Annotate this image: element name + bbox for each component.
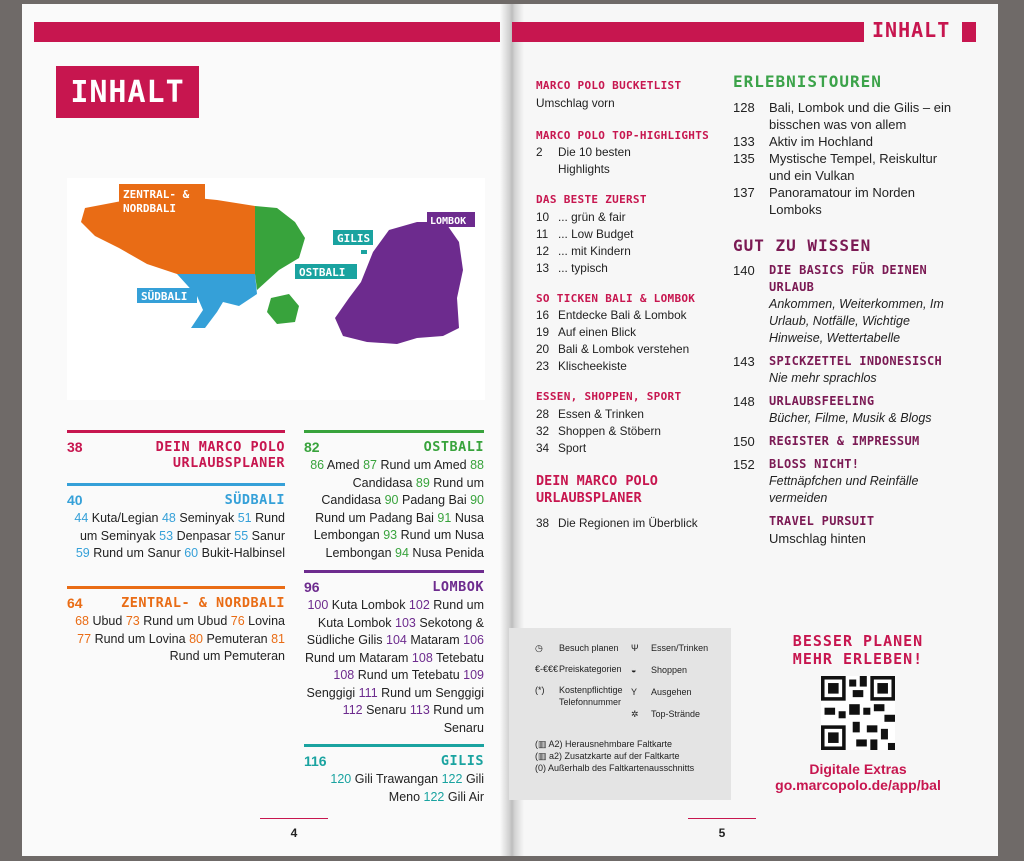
region-entry-page: 53 — [159, 528, 177, 543]
region-entry-name[interactable]: Senggigi — [306, 685, 359, 700]
region-lombok-num: 96 — [304, 579, 320, 595]
legend-label: Essen/Trinken — [651, 643, 709, 653]
region-ostbali-name: OSTBALI — [423, 439, 484, 455]
region-lombok-header — [304, 579, 484, 595]
region-entry-page: 89 — [415, 475, 434, 490]
toc-row[interactable] — [536, 161, 726, 178]
legend-note: (0) Außerhalb des Faltkartenausschnitts — [535, 763, 695, 773]
toc-page-number: 10 — [536, 209, 550, 224]
gut-item-title: BLOSS NICHT! — [769, 457, 860, 471]
toc-row[interactable] — [733, 133, 953, 150]
region-entry-name[interactable]: Rund um Tetebatu — [357, 668, 464, 682]
toc-page-number: 38 — [536, 515, 550, 530]
region-entry-name[interactable]: Rund um Senaru — [433, 703, 484, 735]
toc-entry: Sport — [558, 440, 587, 455]
toc-entry: Bali & Lombok verstehen — [558, 342, 690, 356]
toc-row[interactable] — [536, 423, 726, 440]
gut-title: GUT ZU WISSEN — [733, 235, 872, 255]
gut-page-number: 148 — [733, 394, 755, 409]
legend-item — [535, 684, 635, 708]
toc-row[interactable] — [536, 226, 726, 243]
region-entry-name[interactable]: Amed — [326, 458, 364, 472]
gut-item-title: DIE BASICS FÜR DEINEN URLAUB — [769, 263, 928, 294]
toc-row[interactable] — [733, 99, 953, 133]
legend-symbol-icon: €-€€€ — [535, 664, 559, 674]
region-planer-header — [67, 439, 285, 471]
region-entry-name[interactable]: Mataram — [410, 633, 464, 647]
region-entry-page: 90 — [470, 493, 484, 507]
region-entry-name[interactable]: Sekotong & Südliche Gilis — [306, 615, 484, 647]
toc-page-number: 133 — [733, 133, 755, 149]
region-entry-name[interactable]: Denpasar — [176, 528, 235, 543]
region-entry-page: 108 — [411, 650, 437, 665]
legend-symbol-icon: ◷ — [535, 643, 543, 653]
toc-page-number: 137 — [733, 184, 755, 200]
gut-page-number: 152 — [733, 457, 755, 472]
region-entry-page: 86 — [310, 458, 327, 472]
planer-title-2: URLAUBSPLANER — [536, 489, 642, 506]
gut-page-number: 140 — [733, 263, 755, 278]
erlebnis-list — [733, 99, 953, 218]
gut-item-title: URLAUBSFEELING — [769, 394, 875, 408]
region-entry-name[interactable]: Ubud — [92, 614, 126, 628]
region-entry-name[interactable]: Rund um Seminyak — [79, 511, 285, 543]
erlebnis-title: ERLEBNISTOUREN — [733, 72, 882, 91]
essen-title: ESSEN, SHOPPEN, SPORT — [536, 390, 682, 403]
header-inhalt: INHALT — [872, 18, 951, 42]
gut-item[interactable] — [733, 262, 953, 347]
promo-line-2: MEHR ERLEBEN! — [792, 650, 924, 668]
legend-symbol-icon: Y — [631, 687, 638, 697]
legend-symbol-icon: Ψ — [631, 643, 639, 653]
toc-page-number: 12 — [536, 243, 550, 258]
top-highlights-title: MARCO POLO TOP-HIGHLIGHTS — [536, 128, 710, 142]
bucketlist-title: MARCO POLO BUCKETLIST — [536, 79, 682, 92]
toc-entry: Entdecke Bali & Lombok — [558, 308, 687, 322]
gut-item[interactable] — [733, 456, 953, 507]
legend-label: Top-Strände — [651, 709, 701, 719]
map-label-zentral-2: NORDBALI — [123, 202, 176, 215]
toc-entry: Highlights — [558, 162, 610, 176]
toc-row[interactable] — [536, 440, 726, 457]
region-entry-page: 59 — [75, 546, 94, 560]
toc-page-number: 20 — [536, 342, 550, 356]
region-lombok-name: LOMBOK — [432, 579, 484, 595]
region-entry-page: 104 — [386, 633, 411, 647]
gut-page-number: 150 — [733, 434, 755, 449]
toc-row[interactable] — [536, 307, 726, 324]
region-entry-page: 80 — [189, 631, 207, 646]
symbol-legend — [509, 628, 731, 800]
region-entry-page: 91 — [437, 510, 455, 525]
region-gilis-list — [304, 771, 484, 806]
region-gilis — [304, 744, 484, 806]
gut-item[interactable] — [733, 433, 953, 450]
region-gilis-name: GILIS — [440, 753, 484, 769]
region-zentral — [67, 586, 285, 666]
promo-url[interactable]: go.marcopolo.de/app/bal — [775, 777, 941, 793]
toc-entry: Essen & Trinken — [558, 406, 644, 421]
legend-right — [631, 642, 727, 730]
toc-row[interactable] — [536, 341, 726, 358]
ticken-list — [536, 307, 726, 375]
gut-item-subtitle: Ankommen, Weiterkommen, Im Urlaub, Notfälle, Wichtige Hinweise, Wettertabelle — [769, 297, 944, 345]
region-entry-page: 113 — [409, 703, 434, 717]
legend-label: Shoppen — [651, 665, 688, 675]
toc-row[interactable] — [536, 406, 726, 423]
toc-column-2 — [733, 74, 953, 553]
region-entry-page: 48 — [161, 511, 180, 525]
toc-row[interactable] — [536, 260, 726, 277]
region-entry-name[interactable]: Rund um Candidasa — [321, 475, 484, 507]
region-entry-page: 102 — [408, 598, 434, 612]
toc-page-number: 128 — [733, 99, 755, 115]
region-entry-page: 109 — [463, 668, 484, 682]
top-highlights-list — [536, 144, 726, 178]
region-entry-name[interactable]: Kuta/Legian — [91, 511, 162, 525]
region-entry-name[interactable]: Kuta Lombok — [331, 598, 409, 612]
region-suedbali-name: SÜDBALI — [224, 492, 285, 508]
promo-extras: Digitale Extras — [809, 761, 907, 777]
top-accent-bar-right — [512, 22, 864, 42]
region-entry-name[interactable]: Seminyak — [179, 511, 238, 525]
ticken-title: SO TICKEN BALI & LOMBOK — [536, 291, 696, 305]
gut-item[interactable] — [733, 513, 953, 547]
beste-list — [536, 209, 726, 277]
map-label-lombok: LOMBOK — [430, 216, 467, 227]
region-entry-page: 77 — [77, 631, 95, 646]
region-ostbali — [304, 430, 484, 562]
legend-item — [535, 642, 635, 654]
gut-item-title: SPICKZETTEL INDONESISCH — [769, 354, 943, 368]
toc-page-number: 16 — [536, 308, 550, 322]
region-entry-name[interactable]: Sanur — [251, 528, 285, 543]
map-gilis-dot — [361, 250, 367, 254]
region-entry-page: 90 — [384, 493, 402, 507]
region-entry-page: 94 — [395, 545, 413, 560]
region-map — [67, 178, 485, 400]
toc-row[interactable] — [536, 324, 726, 341]
gut-item-subtitle: Fettnäpfchen und Reinfälle vermeiden — [769, 474, 919, 505]
region-entry-page: 68 — [75, 614, 93, 628]
region-entry-name[interactable]: Padang Bai — [401, 493, 471, 507]
bucketlist-sub: Umschlag vorn — [536, 95, 615, 110]
region-entry-name[interactable]: Rund um Pemuteran — [169, 649, 285, 663]
toc-row[interactable] — [733, 150, 953, 184]
region-entry-name[interactable]: Gili Trawangan — [354, 772, 442, 786]
map-svg — [67, 178, 485, 400]
toc-row[interactable] — [536, 515, 726, 532]
gut-item-title: REGISTER & IMPRESSUM — [769, 434, 920, 448]
toc-entry: Shoppen & Stöbern — [558, 423, 661, 438]
region-entry-page: 73 — [125, 614, 144, 628]
bucketlist-row — [536, 95, 726, 112]
legend-label: Kostenpflichtige Telefonnummer — [559, 685, 623, 707]
gut-item-title: TRAVEL PURSUIT — [769, 514, 875, 528]
map-nusa-penida — [267, 294, 299, 324]
region-suedbali-num: 40 — [67, 492, 83, 508]
toc-entry: Bali, Lombok und die Gilis – ein bisschen was von allem — [769, 99, 952, 132]
region-suedbali-list — [67, 510, 285, 563]
toc-page-number: 34 — [536, 440, 550, 455]
toc-page-number: 13 — [536, 260, 550, 275]
gut-item-subtitle: Bücher, Filme, Musik & Blogs — [769, 411, 932, 425]
region-entry-name[interactable]: Rund um Nusa Lembongan — [325, 528, 484, 560]
region-entry-page: 55 — [234, 528, 252, 543]
legend-label: Ausgehen — [651, 687, 692, 697]
region-suedbali-header — [67, 492, 285, 508]
toc-page-number: 19 — [536, 325, 550, 339]
region-entry-page: 81 — [271, 631, 285, 646]
region-entry-name[interactable]: Pemuteran — [206, 631, 272, 646]
toc-entry: ... typisch — [558, 260, 608, 275]
legend-item — [631, 708, 727, 720]
region-entry-name[interactable]: Gili Meno — [388, 772, 484, 804]
region-entry-page: 112 — [342, 703, 367, 717]
legend-notes — [535, 738, 725, 774]
planer-list — [536, 515, 726, 532]
region-entry-page: 108 — [333, 668, 358, 682]
gut-page-number: 143 — [733, 354, 755, 369]
region-entry-page: 51 — [237, 511, 256, 525]
toc-page-number: 11 — [536, 226, 549, 241]
region-entry-page: 122 — [423, 789, 448, 804]
toc-page-number — [536, 161, 558, 178]
region-zentral-list — [67, 613, 285, 666]
promo-line-1: BESSER PLANEN — [792, 632, 924, 650]
top-accent-bar-right-end — [962, 22, 976, 42]
map-label-sued: SÜDBALI — [141, 290, 188, 303]
region-ostbali-num: 82 — [304, 439, 320, 455]
toc-entry: ... grün & fair — [558, 209, 626, 224]
region-entry-page: 87 — [363, 458, 381, 472]
region-planer-num: 38 — [67, 439, 83, 455]
toc-row[interactable] — [733, 184, 953, 218]
region-entry-name[interactable]: Bukit-Halbinsel — [201, 546, 285, 560]
toc-entry: Die 10 besten — [558, 145, 631, 159]
map-label-ost: OSTBALI — [299, 266, 346, 279]
region-suedbali — [67, 483, 285, 563]
region-entry-page: 111 — [358, 685, 382, 700]
legend-item — [631, 686, 727, 698]
beste-title: DAS BESTE ZUERST — [536, 193, 647, 206]
legend-symbol-icon: ✲ — [631, 709, 639, 719]
toc-entry: Auf einen Blick — [558, 325, 637, 339]
essen-list — [536, 406, 726, 457]
map-label-gilis: GILIS — [337, 232, 371, 245]
region-entry-page: 103 — [395, 615, 420, 630]
page-number-right: 5 — [712, 826, 732, 840]
gut-item[interactable] — [733, 353, 953, 387]
region-entry-name[interactable]: Rund um Sanur — [93, 546, 185, 560]
region-entry-name[interactable]: Nusa Penida — [412, 545, 484, 560]
gut-list — [733, 262, 953, 547]
region-entry-page: 122 — [441, 772, 466, 786]
region-entry-name[interactable]: Senaru — [366, 703, 410, 717]
legend-note: (▥ a2) Zusatzkarte auf der Faltkarte — [535, 751, 680, 761]
toc-entry: Klischeekiste — [558, 359, 627, 373]
region-entry-name[interactable]: Lovina — [248, 614, 285, 628]
region-entry-name[interactable]: Nusa Lembongan — [313, 510, 484, 542]
region-ostbali-list — [304, 457, 484, 562]
toc-entry: Panoramatour im Norden Lomboks — [769, 184, 915, 217]
legend-item — [631, 642, 727, 654]
region-entry-page: 76 — [230, 614, 249, 628]
region-entry-page: 88 — [470, 458, 484, 472]
region-entry-name[interactable]: Rund um Amed — [380, 458, 471, 472]
region-entry-name[interactable]: Tetebatu — [436, 650, 484, 665]
region-entry-name[interactable]: Rund um Senggigi — [381, 685, 484, 700]
region-entry-name[interactable]: Candidasa — [352, 475, 416, 490]
map-label-zentral: ZENTRAL- & — [123, 188, 190, 201]
region-zentral-name: ZENTRAL- & NORDBALI — [121, 595, 285, 611]
region-entry-name[interactable]: Rund um Padang Bai — [315, 510, 438, 525]
region-ostbali-header — [304, 439, 484, 455]
gut-item[interactable] — [733, 393, 953, 427]
toc-row[interactable] — [536, 243, 726, 260]
legend-symbol-icon: (*) — [535, 685, 545, 695]
toc-entry: ... mit Kindern — [558, 243, 631, 258]
toc-row[interactable] — [536, 144, 726, 161]
toc-page-number: 28 — [536, 406, 550, 421]
legend-label: Besuch planen — [559, 643, 619, 653]
region-zentral-header — [67, 595, 285, 611]
toc-page-number: 135 — [733, 150, 755, 166]
gut-item-subtitle: Nie mehr sprachlos — [769, 371, 877, 385]
toc-page-number: 23 — [536, 359, 550, 373]
region-entry-name[interactable]: Rund um Kuta Lombok — [317, 598, 484, 630]
region-entry-name[interactable]: Gili Air — [447, 789, 484, 804]
toc-entry: Mystische Tempel, Reiskultur und ein Vulkan — [769, 150, 938, 183]
toc-page-number: 32 — [536, 423, 550, 438]
region-entry-name[interactable]: Rund um Ubud — [143, 614, 231, 628]
region-lombok — [304, 570, 484, 737]
legend-symbol-icon: ◒ — [631, 665, 637, 675]
legend-item — [535, 663, 635, 675]
toc-entry: Die Regionen im Überblick — [558, 515, 698, 530]
region-entry-name[interactable]: Rund um Lovina — [94, 631, 190, 646]
promo-box — [760, 632, 956, 793]
planer-title-1: DEIN MARCO POLO — [536, 472, 658, 489]
qr-code-icon[interactable] — [816, 676, 900, 750]
toc-column-1 — [536, 78, 726, 532]
region-entry-page: 120 — [330, 772, 355, 786]
page-number-left: 4 — [284, 826, 304, 840]
gut-item-subtitle: Umschlag hinten — [769, 531, 866, 546]
region-entry-page: 44 — [74, 511, 92, 525]
toc-entry: ... Low Budget — [558, 226, 634, 241]
region-lombok-list — [304, 597, 484, 737]
page-title — [56, 66, 199, 118]
gut-page-number — [733, 513, 769, 547]
region-entry-name[interactable]: Rund um Mataram — [304, 650, 412, 665]
region-entry-page: 106 — [463, 633, 484, 647]
toc-row[interactable] — [536, 358, 726, 375]
region-zentral-num: 64 — [67, 595, 83, 611]
region-entry-page: 60 — [184, 546, 202, 560]
legend-left — [535, 642, 635, 717]
region-planer — [67, 430, 285, 471]
region-gilis-header — [304, 753, 484, 769]
region-entry-page: 93 — [383, 528, 401, 542]
region-entry-page: 100 — [307, 598, 332, 612]
legend-item — [631, 664, 727, 676]
legend-note: (▥ A2) Herausnehmbare Faltkarte — [535, 739, 673, 749]
toc-entry: Aktiv im Hochland — [769, 133, 874, 149]
page-title-text: INHALT — [70, 74, 185, 110]
toc-row[interactable] — [536, 209, 726, 226]
region-gilis-num: 116 — [304, 753, 327, 769]
legend-label: Preiskategorien — [559, 664, 622, 674]
region-planer-name: DEIN MARCO POLO URLAUBSPLANER — [155, 439, 285, 471]
toc-page-number: 2 — [536, 145, 543, 159]
top-accent-bar-left — [34, 22, 500, 42]
